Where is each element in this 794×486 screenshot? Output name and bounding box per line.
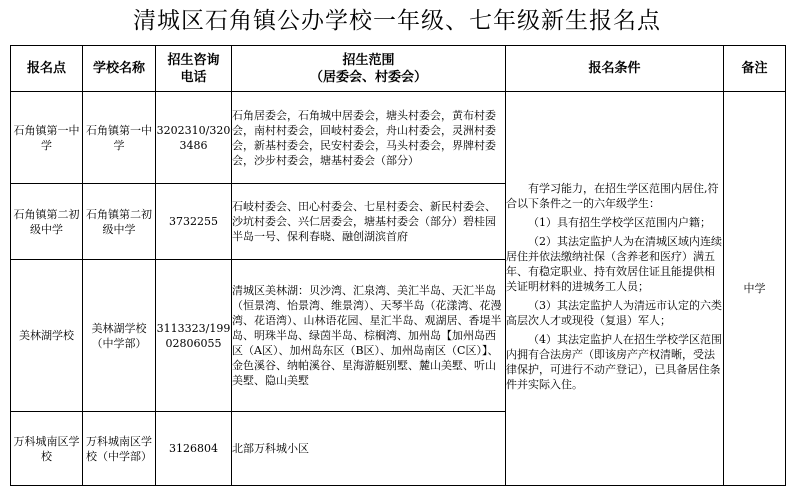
school-cell: 石角镇第一中学 — [83, 92, 156, 184]
range-cell: 石岐村委会、田心村委会、七星村委会、新民村委会、沙坑村委会、兴仁居委会，塘基村委会（部分）碧桂园半岛一号、保利春晓、融创湖滨首府 — [232, 184, 506, 260]
header-range — [232, 46, 506, 92]
header-range-line-1: 招生范围 — [342, 52, 395, 68]
site-cell: 石角镇第一中学 — [11, 92, 83, 184]
header-phone-line-1: 招生咨询 — [167, 52, 220, 68]
site-cell: 美林湖学校 — [11, 260, 83, 412]
conditions-cell — [506, 92, 724, 486]
school-cell: 石角镇第二初级中学 — [83, 184, 156, 260]
header-site: 报名点 — [11, 46, 83, 92]
condition-item-2: （2）其法定监护人为在清城区域内连续居住并依法缴纳社保（含养老和医疗）满五年、有稳定职业、持有效居住证且能提供相关证明材料的进城务工人员； — [506, 235, 722, 293]
condition-intro: 有学习能力，在招生学区范围内居住,符合以下条件之一的六年级学生： — [506, 182, 719, 210]
header-conditions: 报名条件 — [506, 46, 724, 92]
condition-item-3: （3）其法定监护人为清远市认定的六类高层次人才或现役（复退）军人； — [506, 299, 722, 327]
remark-cell: 中学 — [724, 92, 786, 486]
phone-cell: 3732255 — [156, 184, 232, 260]
phone-cell: 3113323/19902806055 — [156, 260, 232, 412]
header-phone-line-2: 电话 — [180, 69, 207, 85]
header-school: 学校名称 — [83, 46, 156, 92]
school-cell: 美林湖学校（中学部） — [83, 260, 156, 412]
header-range-line-2: （居委会、村委会） — [309, 69, 427, 85]
range-cell: 清城区美林湖：贝沙湾、汇泉湾、美汇半岛、天汇半岛（恒景湾、怡景湾、维景湾）、天琴半岛（花漾湾、花漫湾、花语湾）、山林语花园、星汇半岛、观湖居、香堤半岛、明珠半岛、绿茵半岛、棕榈湾、加州岛【加州岛西区（A区）、加州岛东区（B区）、加州岛南区（C区）】、金色溪谷、纳帕溪谷、星海游艇别墅、麓山美墅、听山美墅、隐山美墅 — [232, 260, 506, 412]
phone-cell: 3126804 — [156, 412, 232, 486]
site-cell: 石角镇第二初级中学 — [11, 184, 83, 260]
phone-cell: 3202310/3203486 — [156, 92, 232, 184]
registration-table — [10, 45, 786, 486]
condition-item-1: （1）具有招生学校学区范围内户籍； — [528, 216, 711, 229]
header-row — [11, 46, 786, 92]
range-cell: 北部万科城小区 — [232, 412, 506, 486]
table-row — [11, 92, 786, 184]
school-cell: 万科城南区学校（中学部） — [83, 412, 156, 486]
header-remark: 备注 — [724, 46, 786, 92]
site-cell: 万科城南区学校 — [11, 412, 83, 486]
range-cell: 石角居委会，石角城中居委会，塘头村委会，黄布村委会，南村村委会，回岐村委会，舟山村委会，灵洲村委会，新基村委会，民安村委会，马头村委会，界牌村委会，沙步村委会，塘基村委会（部分） — [232, 92, 506, 184]
page-title: 清城区石角镇公办学校一年级、七年级新生报名点 — [133, 8, 661, 34]
header-phone — [156, 46, 232, 92]
condition-item-4: （4）其法定监护人在招生学校学区范围内拥有合法房产（即该房产产权清晰，受法律保护，可进行不动产登记），已具备居住条件并实际入住。 — [506, 333, 722, 391]
